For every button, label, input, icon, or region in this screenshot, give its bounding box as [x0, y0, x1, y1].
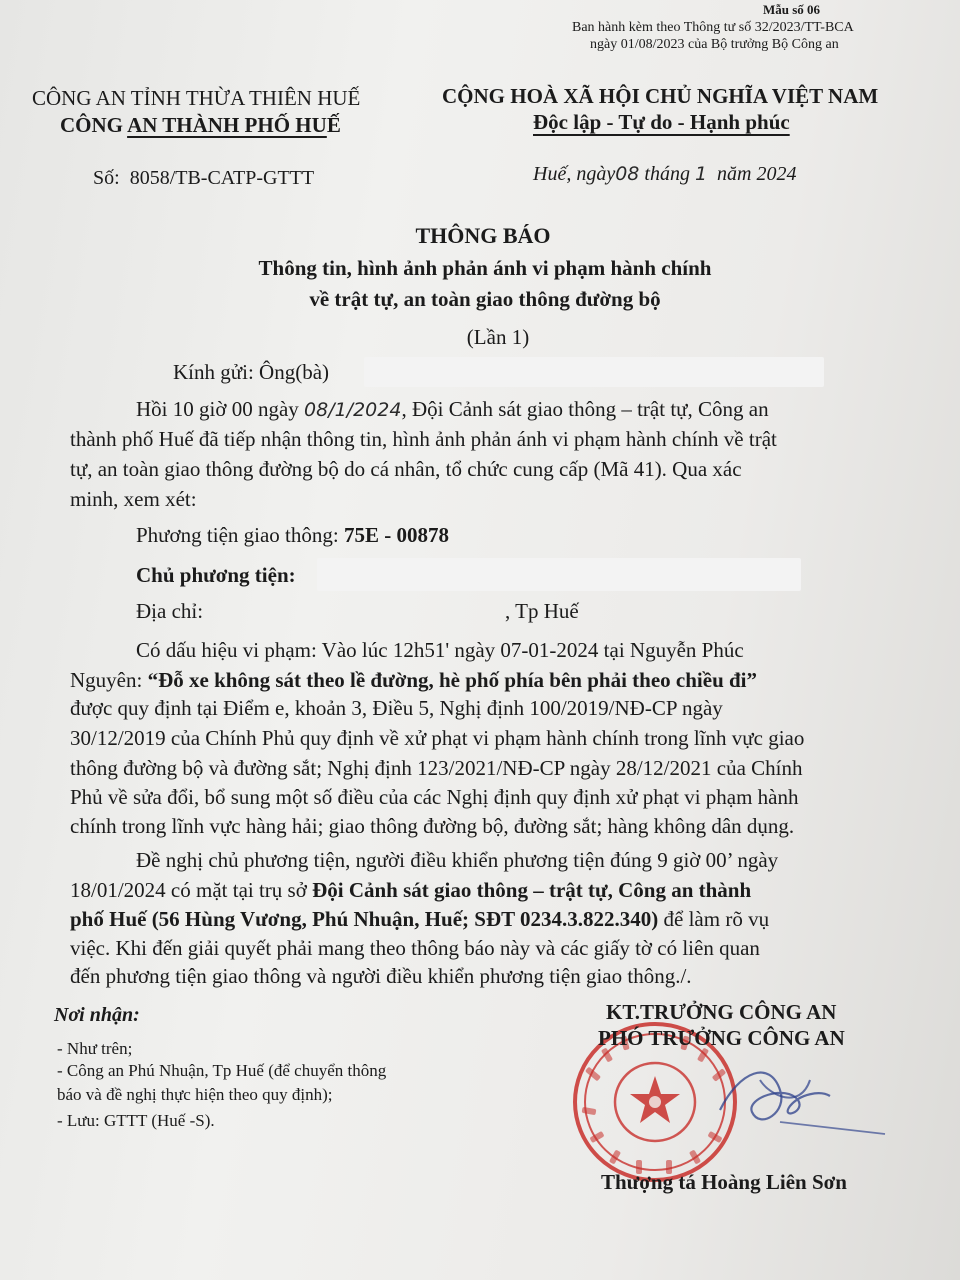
salutation: Kính gửi: Ông(bà): [173, 360, 330, 384]
document-number-value: 8058/TB-CATP-GTTT: [129, 167, 315, 189]
intro-line3: tự, an toàn giao thông đường bộ do cá nhân, tổ chức cung cấp (Mã 41). Qua xác: [70, 457, 742, 481]
document-number-label: Số:: [93, 167, 120, 189]
document-subtitle-line2: về trật tự, an toàn giao thông đường bộ: [309, 287, 661, 311]
agency-name-suffix: Ế: [326, 113, 341, 137]
date-month-handwritten: 1: [694, 163, 708, 185]
agency-name-prefix: CÔNG: [60, 113, 128, 137]
date-place: Huế, ngày: [533, 163, 616, 185]
vehicle-plate: 75E - 00878: [343, 523, 449, 547]
recipient-item2b: báo và đề nghị thực hiện theo quy định);: [57, 1085, 333, 1104]
intro-line1: [136, 395, 769, 425]
request-line4: việc. Khi đến giải quyết phải mang theo thông báo này và các giấy tờ có liên quan: [70, 936, 760, 960]
owner-line: [136, 561, 296, 590]
intro-part1: Hồi 10 giờ 00 ngày: [136, 397, 299, 421]
request-line1: Đề nghị chủ phương tiện, người điều khiển phương tiện đúng 9 giờ 00’ ngày: [136, 848, 779, 872]
redacted-owner-name: [317, 558, 801, 591]
violation-line4: 30/12/2019 của Chính Phủ quy định về xử phạt vi phạm hành chính trong lĩnh vực giao: [70, 726, 805, 750]
recipient-item3: - Lưu: GTTT (Huế -S).: [57, 1111, 215, 1130]
document-subtitle-line1: Thông tin, hình ảnh phản ánh vi phạm hành chính: [258, 256, 712, 280]
issue-number: (Lần 1): [466, 325, 530, 349]
violation-line5: thông đường bộ và đường sắt; Nghị định 123/2021/NĐ-CP ngày 28/12/2021 của Chính: [70, 756, 803, 780]
address-label: Địa chỉ:: [136, 599, 204, 623]
document-date: [533, 163, 797, 186]
date-day-handwritten: 08: [615, 163, 640, 185]
violation-description: “Đỗ xe không sát theo lề đường, hè phố phía bên phải theo chiều đi”: [147, 668, 758, 692]
request-date: 18/01/2024 có mặt tại trụ sở: [70, 878, 313, 902]
agency-name: [60, 113, 341, 138]
intro-line4: minh, xem xét:: [70, 487, 197, 511]
vehicle-label: Phương tiện giao thông:: [136, 523, 339, 547]
owner-label: Chủ phương tiện:: [136, 563, 296, 587]
request-line3: [70, 905, 769, 934]
national-motto: Độc lập - Tự do - Hạnh phúc: [533, 110, 790, 134]
vehicle-line: [136, 521, 449, 550]
violation-line2: [70, 666, 757, 695]
handwritten-signature: [660, 1050, 900, 1150]
request-office: Đội Cảnh sát giao thông – trật tự, Công an thành: [312, 878, 752, 902]
violation-place: Nguyên:: [70, 668, 148, 692]
date-month-label: tháng: [644, 163, 690, 185]
date-year-label: năm: [717, 163, 752, 185]
address-city: , Tp Huế: [505, 599, 579, 623]
request-line5: đến phương tiện giao thông và người điều khiển phương tiện giao thông./.: [70, 964, 692, 988]
intro-part2: , Đội Cảnh sát giao thông – trật tự, Công an: [401, 397, 769, 421]
signature-title-line2: PHÓ TRƯỞNG CÔNG AN: [598, 1026, 845, 1050]
signer-name: Thượng tá Hoàng Liên Sơn: [601, 1170, 847, 1194]
document-title: THÔNG BÁO: [415, 223, 551, 248]
national-title: CỘNG HOÀ XÃ HỘI CHỦ NGHĨA VIỆT NAM: [442, 84, 879, 108]
request-line3-suffix: để làm rõ vụ: [658, 907, 770, 931]
recipients-heading: Nơi nhận:: [54, 1004, 140, 1026]
document-number: [93, 167, 314, 190]
agency-parent: CÔNG AN TỈNH THỪA THIÊN HUẾ: [32, 86, 361, 110]
request-line2: [70, 876, 751, 905]
redacted-recipient-name: [364, 357, 824, 387]
intro-line2: thành phố Huế đã tiếp nhận thông tin, hình ảnh phản ánh vi phạm hành chính về trật: [70, 427, 777, 451]
violation-line7: chính trong lĩnh vực hàng hải; giao thông đường bộ, đường sắt; hàng không dân dụng.: [70, 814, 795, 838]
agency-name-underlined: AN THÀNH PHỐ HU: [127, 113, 327, 137]
intro-handwritten-date: 08/1/2024: [304, 399, 402, 421]
request-office-address: phố Huế (56 Hùng Vương, Phú Nhuận, Huế; SĐT 0234.3.822.340): [70, 907, 659, 931]
form-number: Mẫu số 06: [763, 2, 821, 17]
violation-line6: Phủ về sửa đổi, bổ sung một số điều của các Nghị định quy định xử phạt vi phạm hành: [70, 785, 799, 809]
violation-line3: được quy định tại Điểm e, khoản 3, Điều 5, Nghị định 100/2019/NĐ-CP ngày: [70, 696, 723, 720]
signature-title-line1: KT.TRƯỞNG CÔNG AN: [606, 1000, 837, 1024]
recipient-item2a: - Công an Phú Nhuận, Tp Huế (để chuyển thông: [57, 1061, 387, 1080]
recipient-item1: - Như trên;: [57, 1039, 133, 1058]
form-reference-line1: Ban hành kèm theo Thông tư số 32/2023/TT-BCA: [572, 20, 854, 35]
violation-line1: Có dấu hiệu vi phạm: Vào lúc 12h51' ngày 07-01-2024 tại Nguyễn Phúc: [136, 638, 744, 662]
form-reference-line2: ngày 01/08/2023 của Bộ trưởng Bộ Công an: [590, 37, 839, 52]
date-year: 2024: [756, 163, 797, 185]
